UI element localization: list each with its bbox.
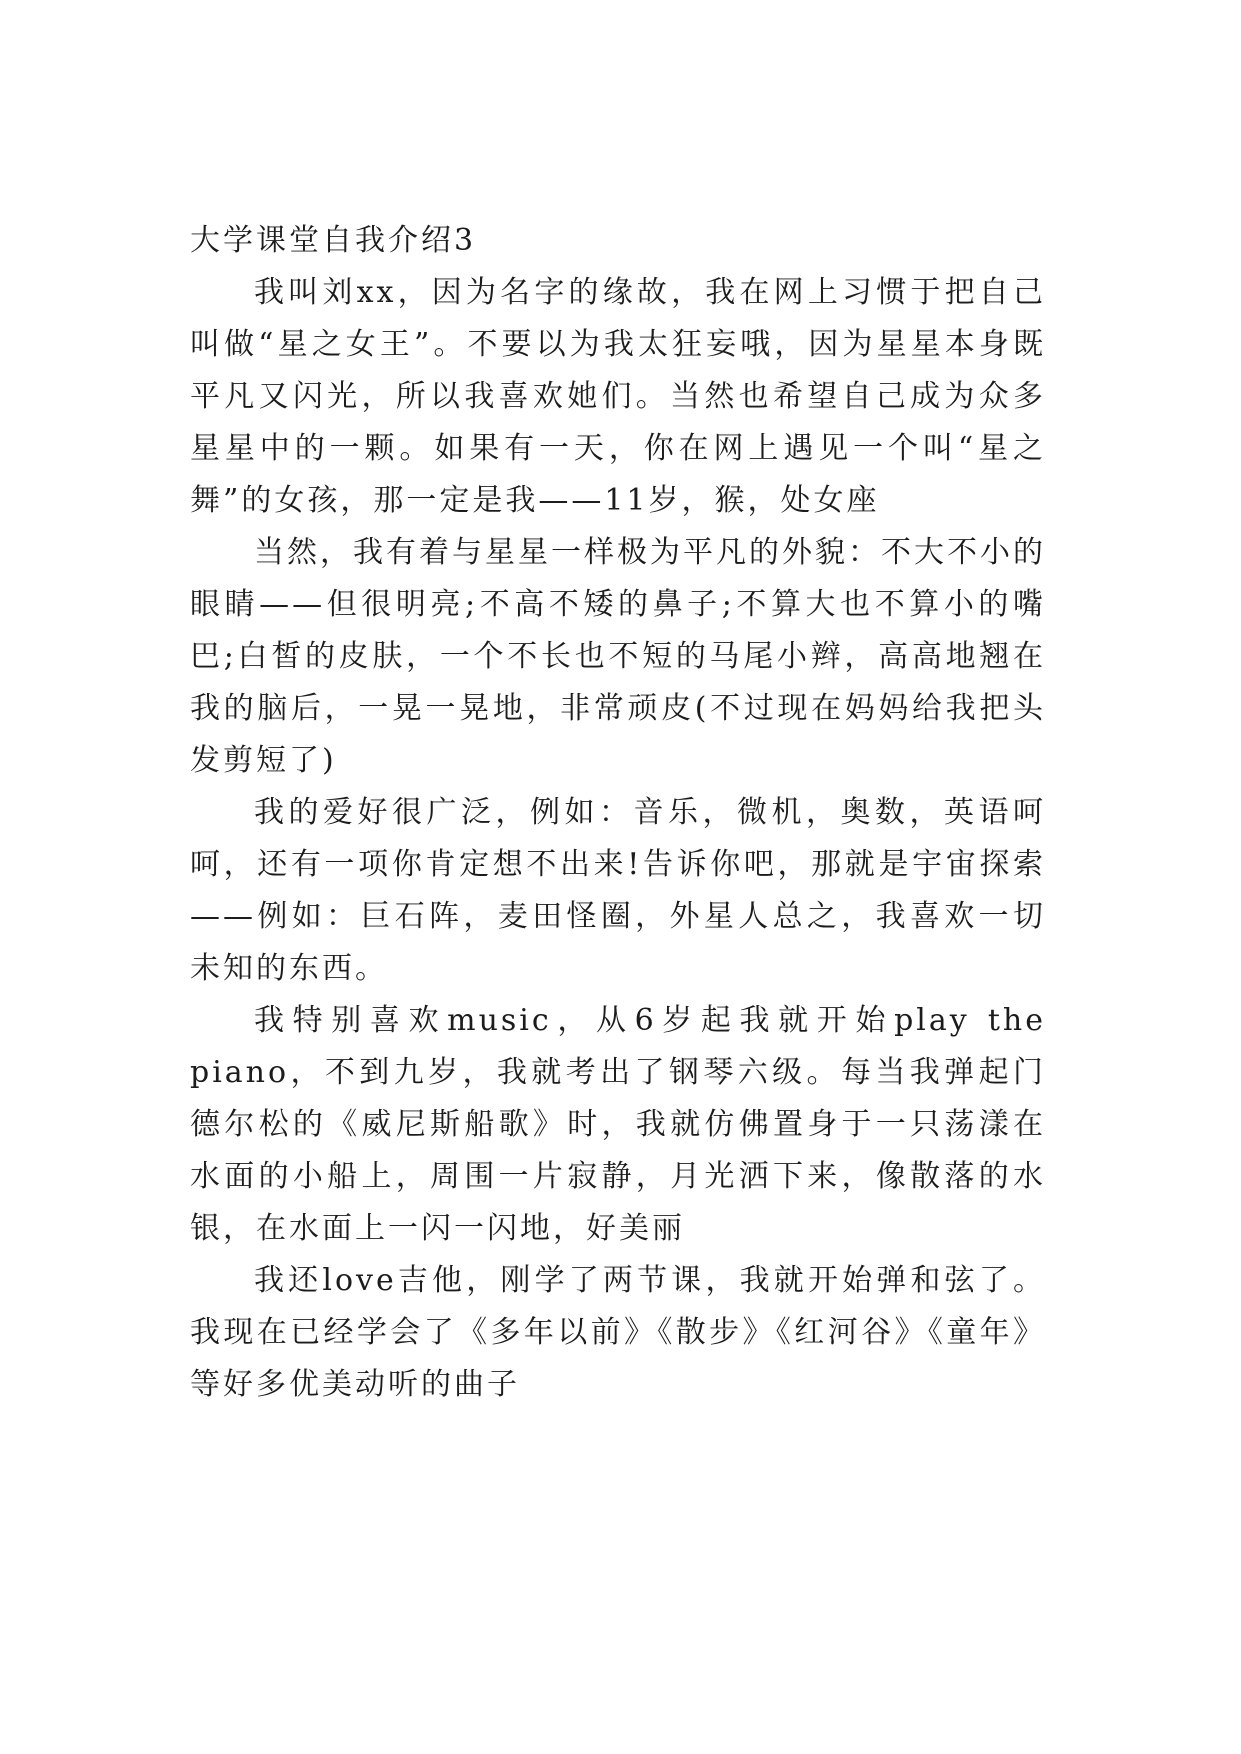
paragraph-appearance: 当然，我有着与星星一样极为平凡的外貌：不大不小的眼睛——但很明亮;不高不矮的鼻子;不算大也不算小的嘴巴;白皙的皮肤，一个不长也不短的马尾小辫，高高地翘在我的脑后，一晃一晃地，非常顽皮(不过现在妈妈给我把头发剪短了) <box>190 535 1046 778</box>
paragraph-music: 我特别喜欢music，从6岁起我就开始play the piano，不到九岁，我就考出了钢琴六级。每当我弹起门德尔松的《威尼斯船歌》时，我就仿佛置身于一只荡漾在水面的小船上，周围一片寂静，月光洒下来，像散落的水银，在水面上一闪一闪地，好美丽 <box>190 1003 1046 1246</box>
paragraph-guitar: 我还love吉他，刚学了两节课，我就开始弹和弦了。我现在已经学会了《多年以前》《散步》《红河谷》《童年》等好多优美动听的曲子 <box>190 1263 1046 1402</box>
paragraph-hobbies: 我的爱好很广泛，例如：音乐，微机，奥数，英语呵呵，还有一项你肯定想不出来!告诉你吧，那就是宇宙探索——例如：巨石阵，麦田怪圈，外星人总之，我喜欢一切未知的东西。 <box>190 795 1046 986</box>
document-body <box>190 215 1046 1411</box>
document-title: 大学课堂自我介绍3 <box>190 223 477 258</box>
paragraph-intro: 我叫刘xx，因为名字的缘故，我在网上习惯于把自己叫做“星之女王”。不要以为我太狂妄哦，因为星星本身既平凡又闪光，所以我喜欢她们。当然也希望自己成为众多星星中的一颗。如果有一天，你在网上遇见一个叫“星之舞”的女孩，那一定是我——11岁，猴，处女座 <box>190 275 1046 518</box>
